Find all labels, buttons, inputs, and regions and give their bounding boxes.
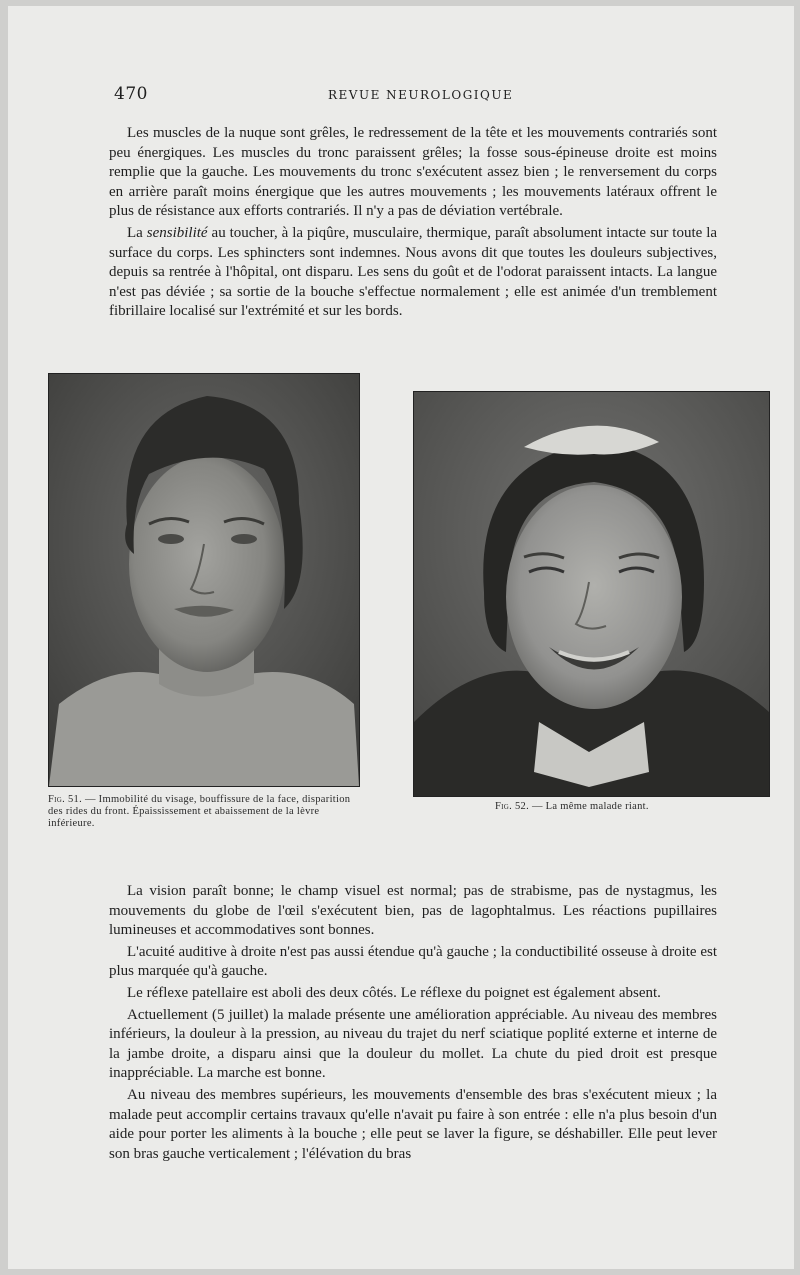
paragraph-lead: La [127, 224, 143, 241]
paragraph-hearing: L'acuité auditive à droite n'est pas aussi étendue qu'à gauche ; la conductibilité osseuse à droite est plus marquée qu'à gauche. [109, 943, 717, 980]
text-block-top [109, 124, 717, 322]
running-head: REVUE NEUROLOGIQUE [328, 88, 514, 102]
page-header [8, 84, 794, 108]
figure-52-caption-text: — La même malade riant. [531, 801, 649, 812]
figure-52-label: Fig. 52. [495, 801, 530, 812]
figure-51-photo [48, 373, 360, 787]
portrait-laughing-image [414, 392, 769, 796]
paragraph-body: au toucher, à la piqûre, musculaire, thermique, paraît absolument intacte sur toute la surface du corps. Les sphincters sont indemnes. Nous avons dit que toutes les douleurs subjectives, depuis sa rentrée à l'hôpital, ont disparu. Les sens du goût et de l'odorat paraissent intacts. La langue n'est pas déviée ; sa sortie de la bouche s'effectue normalement ; elle est animée d'un tremblement fibrillaire localisé sur l'extrémité et sur les bords. [109, 224, 718, 320]
figure-52-caption [495, 801, 745, 813]
paragraph-improvement: Actuellement (5 juillet) la malade présente une amélioration appréciable. Au niveau des membres inférieurs, la douleur à la pression, au niveau du trajet du nerf sciatique poplité externe et interne de la jambe droite, a disparu ainsi que la douleur du mollet. La chute du pied droit est presque inappréciable. La marche est bonne. [109, 1006, 717, 1082]
figure-51-label: Fig. 51. [48, 794, 83, 805]
italic-term: sensibilité [146, 224, 208, 241]
figure-51-caption-text: — Immobilité du visage, bouffissure de la face, disparition des rides du front. Épaississement et abaissement de la lèvre inférieure. [48, 794, 351, 829]
paragraph-neck-trunk: Les muscles de la nuque sont grêles, le redressement de la tête et les mouvements contrariés sont peu énergiques. Les muscles du tronc paraissent grêles; la fosse sous-épineuse droite est moins remplie que la gauche. Les mouvements du tronc s'exécutent assez bien ; le renversement du corps en arrière paraît moins énergique que les autres mouvements ; les mouvements latéraux offrent le plus de résistance aux efforts contrariés. Il n'y a pas de déviation vertébrale. [109, 125, 717, 220]
paragraph-sensibility [109, 224, 717, 322]
text-block-bottom [109, 882, 717, 1164]
figure-51-caption [48, 794, 368, 830]
figure-52-photo [413, 391, 770, 797]
paragraph-upper-limbs: Au niveau des membres supérieurs, les mouvements d'ensemble des bras s'exécutent mieux ; la malade peut accomplir certains travaux qu'elle n'avait pu faire à son entrée : elle n'a plus besoin d'un aide pour porter les aliments à la bouche ; elle peut se laver la figure, se déshabiller. Elle peut lever son bras gauche verticalement ; l'élévation du bras [109, 1086, 717, 1162]
portrait-neutral-image [49, 374, 359, 786]
paragraph-reflexes: Le réflexe patellaire est aboli des deux côtés. Le réflexe du poignet est également absent. [127, 984, 661, 1001]
paragraph-vision: La vision paraît bonne; le champ visuel est normal; pas de strabisme, pas de nystagmus, les mouvements du globe de l'œil s'exécutent bien, pas de lagophtalmus. Les réactions pupillaires lumineuses et accommodatives sont bonnes. [109, 883, 717, 939]
page-number: 470 [114, 84, 148, 104]
journal-page [8, 6, 794, 1269]
